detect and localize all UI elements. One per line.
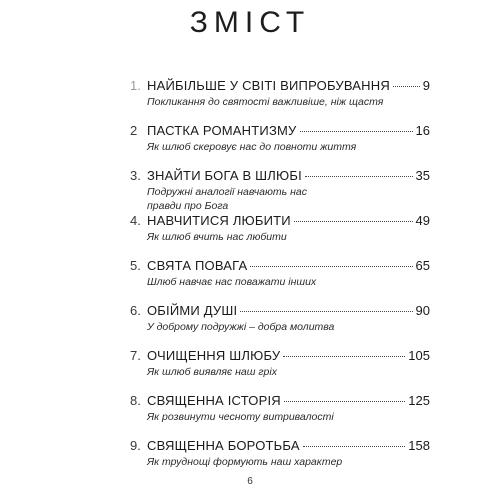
toc-entry[interactable] bbox=[130, 168, 430, 213]
toc-entry-title: НАВЧИТИСЯ ЛЮБИТИ bbox=[147, 213, 291, 228]
toc-entry-title: СВЯЩЕННА БОРОТЬБА bbox=[147, 438, 300, 453]
toc-entry-heading bbox=[147, 393, 430, 409]
toc-entry-subtitle: Як труднощі формують наш характер bbox=[147, 456, 343, 468]
toc-entry[interactable] bbox=[130, 258, 430, 303]
toc-entry-number: 4. bbox=[130, 213, 141, 228]
toc-entry-page: 90 bbox=[415, 303, 430, 318]
dot-leader bbox=[250, 266, 412, 267]
toc-entry-subtitle: У доброму подружжі – добра молитва bbox=[147, 321, 335, 333]
toc-entry-title: ПАСТКА РОМАНТИЗМУ bbox=[147, 123, 297, 138]
toc-entry[interactable] bbox=[130, 393, 430, 438]
dot-leader bbox=[305, 176, 413, 177]
toc-entry-page: 125 bbox=[408, 393, 430, 408]
toc-entry-title: ЗНАЙТИ БОГА В ШЛЮБІ bbox=[147, 168, 302, 183]
toc-entry-subtitle: Покликання до святості важливіше, ніж щастя bbox=[147, 96, 384, 108]
dot-leader bbox=[240, 311, 412, 312]
dot-leader bbox=[393, 86, 420, 87]
toc-entry-heading bbox=[147, 123, 430, 139]
toc-entry-number: 3. bbox=[130, 168, 141, 183]
toc-entry-number: 5. bbox=[130, 258, 141, 273]
toc-entry-subtitle: Шлюб навчає нас поважати інших bbox=[147, 276, 317, 288]
toc-entry-number: 7. bbox=[130, 348, 141, 363]
toc-entry-number: 9. bbox=[130, 438, 141, 453]
toc-entry-title: СВЯЩЕННА ІСТОРІЯ bbox=[147, 393, 281, 408]
toc-entry-page: 49 bbox=[415, 213, 430, 228]
toc-entry-title: НАЙБІЛЬШЕ У СВІТІ ВИПРОБУВАННЯ bbox=[147, 78, 390, 93]
toc-entry-heading bbox=[147, 258, 430, 274]
dot-leader bbox=[283, 356, 405, 357]
toc-entry[interactable] bbox=[130, 348, 430, 393]
page-title: ЗМІСТ bbox=[189, 6, 311, 39]
toc-entry-page: 35 bbox=[415, 168, 430, 183]
dot-leader bbox=[300, 131, 413, 132]
toc-entry[interactable] bbox=[130, 213, 430, 258]
toc-entry-number: 1. bbox=[130, 78, 141, 93]
dot-leader bbox=[294, 221, 413, 222]
page-number: 6 bbox=[247, 476, 253, 487]
toc-entry-heading bbox=[147, 213, 430, 229]
toc-entry-page: 9 bbox=[422, 78, 430, 93]
toc-entry[interactable] bbox=[130, 303, 430, 348]
toc-entry-title: ОЧИЩЕННЯ ШЛЮБУ bbox=[147, 348, 281, 363]
toc-entry-subtitle: Подружні аналогії навчають нас правди про Бога bbox=[147, 186, 307, 212]
toc-entry-page: 158 bbox=[408, 438, 430, 453]
toc-entry-heading bbox=[147, 348, 430, 364]
toc-entry[interactable] bbox=[130, 123, 430, 168]
toc-entry-subtitle: Як шлюб скеровує нас до повноти життя bbox=[147, 141, 357, 153]
toc-entry-title: ОБІЙМИ ДУШІ bbox=[147, 303, 238, 318]
toc-entry-number: 8. bbox=[130, 393, 141, 408]
table-of-contents bbox=[130, 78, 430, 483]
toc-entry-subtitle: Як шлюб вчить нас любити bbox=[147, 231, 287, 243]
toc-entry-page: 16 bbox=[415, 123, 430, 138]
toc-entry-title: СВЯТА ПОВАГА bbox=[147, 258, 248, 273]
toc-entry-subtitle: Як розвинути чесноту витривалості bbox=[147, 411, 334, 423]
toc-entry-heading bbox=[147, 303, 430, 319]
toc-entry-page: 65 bbox=[415, 258, 430, 273]
toc-entry-heading bbox=[147, 438, 430, 454]
toc-entry-number: 2 bbox=[130, 123, 138, 138]
toc-entry-heading bbox=[147, 168, 430, 184]
toc-entry-heading bbox=[147, 78, 430, 94]
dot-leader bbox=[303, 446, 406, 447]
toc-entry-number: 6. bbox=[130, 303, 141, 318]
toc-entry[interactable] bbox=[130, 78, 430, 123]
toc-entry-page: 105 bbox=[408, 348, 430, 363]
dot-leader bbox=[284, 401, 405, 402]
toc-entry-subtitle: Як шлюб виявляє наш гріх bbox=[147, 366, 277, 378]
